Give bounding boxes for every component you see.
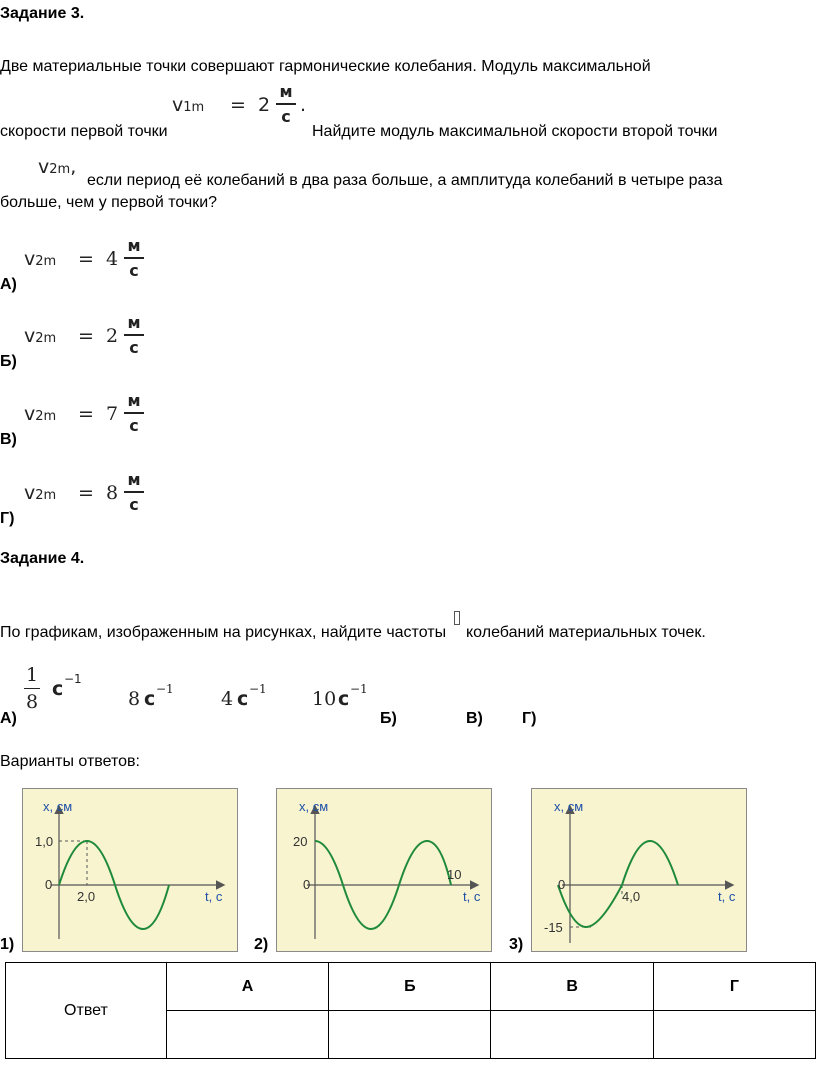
given-value: 2 — [258, 94, 271, 116]
graph-1-origin: 0 — [45, 877, 53, 892]
graph-2-svg — [277, 789, 491, 951]
freq-label-g: Г) — [522, 710, 537, 727]
graph-2-y-tick: 20 — [293, 834, 308, 849]
answer-cell-g[interactable] — [653, 1011, 815, 1059]
option-unit: м с — [124, 391, 144, 435]
graph-3-y-tick: -15 — [544, 920, 563, 935]
option-value: 2 — [106, 325, 119, 347]
task3-line3: если период её колебаний в два раза больше, а амплитуда колебаний в четыре раза — [87, 172, 723, 189]
task4-text-a: По графикам, изображенным на рисунках, найдите частоты — [0, 624, 447, 641]
freq-label-a: А) — [0, 710, 17, 727]
freq-label-b: Б) — [380, 710, 397, 727]
graph-2-origin: 0 — [303, 877, 311, 892]
given-var: v — [172, 94, 184, 116]
graph-3-label: 3) — [509, 936, 524, 953]
graph-3-y-axis-label: x, см — [554, 799, 584, 814]
answer-cell-a[interactable] — [166, 1011, 328, 1059]
option-unit: м с — [124, 470, 144, 514]
task4-text-b: колебаний материальных точек. — [466, 624, 706, 641]
task3-line1: Две материальные точки совершают гармонические колебания. Модуль максимальной — [0, 58, 651, 75]
answer-table — [5, 962, 816, 1059]
task3-line4: больше, чем у первой точки? — [0, 194, 218, 211]
option-formula: v2m = 4 м с — [24, 236, 154, 292]
variants-label: Варианты ответов: — [0, 753, 140, 770]
answer-row-label: Ответ — [6, 963, 167, 1059]
given-unit: м с — [276, 82, 296, 126]
graph-1-x-axis-label: t, c — [205, 889, 223, 904]
graph-1-label: 1) — [0, 936, 15, 953]
graph-3-curve — [558, 841, 678, 927]
freq-v: 4 с −1 — [221, 682, 267, 710]
graph-3-origin: 0 — [558, 877, 566, 892]
graph-2 — [276, 788, 492, 952]
graph-1 — [22, 788, 238, 952]
answer-cell-v[interactable] — [491, 1011, 653, 1059]
graph-2-x-tick: 10 — [447, 867, 462, 882]
option-unit: м с — [124, 313, 144, 357]
graph-3-x-tick: 4,0 — [622, 889, 641, 904]
option-value: 7 — [106, 403, 119, 425]
answer-header-b: Б — [329, 963, 491, 1011]
seek-sub: 2m — [49, 162, 71, 177]
task4-title: Задание 4. — [0, 550, 85, 567]
task3-title: Задание 3. — [0, 5, 85, 22]
seek-formula: v2m, — [38, 156, 77, 178]
freq-label-v: В) — [466, 710, 483, 727]
graph-1-y-axis-label: x, см — [43, 799, 73, 814]
graph-3-svg — [532, 789, 746, 951]
graph-2-y-axis-label: x, см — [299, 799, 329, 814]
graph-3-x-axis-label: t, c — [718, 889, 736, 904]
graph-1-y-tick: 1,0 — [35, 834, 54, 849]
option-label: Б) — [0, 353, 17, 370]
seek-var: v — [38, 156, 50, 178]
option-value: 4 — [106, 248, 119, 270]
option-label: В) — [0, 431, 17, 448]
freq-g: 10 с −1 — [312, 682, 368, 710]
graph-1-x-tick: 2,0 — [77, 889, 96, 904]
graph-1-svg — [23, 789, 237, 951]
option-unit: м с — [124, 236, 144, 280]
answer-header-a: А — [166, 963, 328, 1011]
option-label: Г) — [0, 510, 15, 527]
graph-2-x-axis-label: t, c — [463, 889, 481, 904]
answer-cell-b[interactable] — [329, 1011, 491, 1059]
option-formula: v2m = 8 м с — [24, 470, 154, 526]
option-value: 8 — [106, 482, 119, 504]
option-label: А) — [0, 276, 17, 293]
answer-header-v: В — [491, 963, 653, 1011]
given-formula: v1m = 2 м с . — [172, 82, 307, 126]
freq-b: 8 с −1 — [128, 682, 174, 710]
nu-placeholder-icon — [454, 611, 460, 625]
task3-line2a: скорости первой точки — [0, 123, 168, 140]
task3-line2b: Найдите модуль максимальной скорости второй точки — [312, 123, 718, 140]
option-formula: v2m = 7 м с — [24, 391, 154, 447]
answer-header-g: Г — [653, 963, 815, 1011]
graph-2-label: 2) — [254, 936, 269, 953]
graph-3 — [531, 788, 747, 952]
freq-a: 1 8 с −1 — [25, 664, 82, 713]
given-sub: 1m — [183, 100, 205, 115]
option-formula: v2m = 2 м с — [24, 313, 154, 369]
